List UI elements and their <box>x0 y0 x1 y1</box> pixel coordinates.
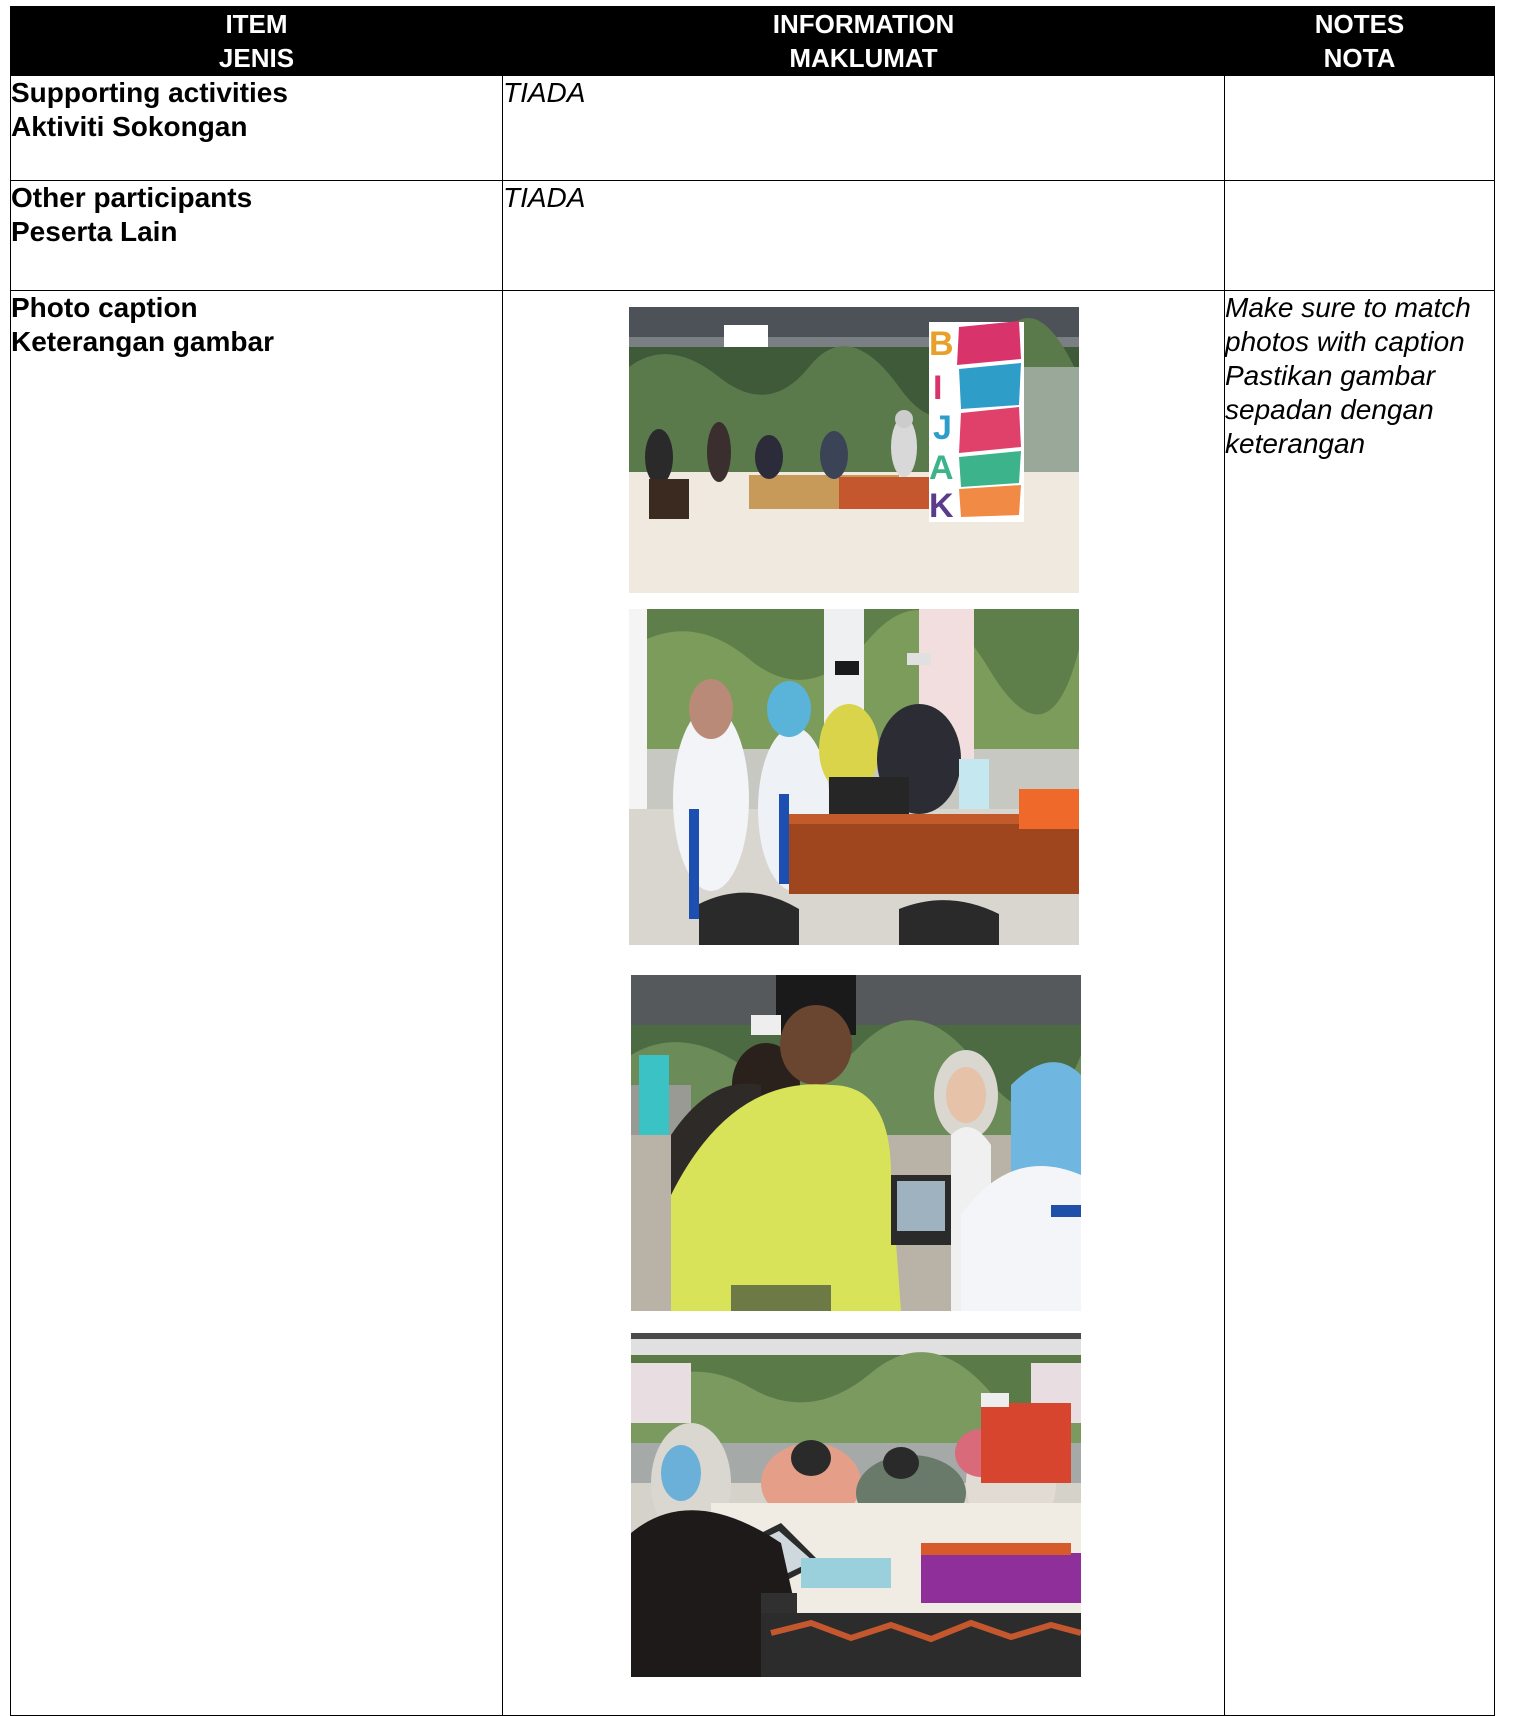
photo-officials-at-table <box>629 609 1079 945</box>
item-cell <box>11 291 503 1716</box>
photos-cell <box>503 291 1225 1716</box>
item-label-ms: Aktiviti Sokongan <box>11 111 248 142</box>
notes-cell <box>1225 76 1495 181</box>
item-label-ms: Peserta Lain <box>11 216 178 247</box>
header-notes-ms: NOTA <box>1323 43 1396 73</box>
banner-letter: I <box>933 369 943 407</box>
header-item <box>11 7 503 76</box>
notes-cell <box>1225 291 1495 1716</box>
info-value: TIADA <box>503 182 586 213</box>
header-row <box>11 7 1495 76</box>
info-cell <box>503 76 1225 181</box>
banner-letter: B <box>929 325 954 363</box>
banner-letter: A <box>929 449 954 487</box>
photo-laptop-consultation <box>631 975 1081 1311</box>
header-notes <box>1225 7 1495 76</box>
item-label-en: Supporting activities <box>11 77 288 108</box>
header-info-en: INFORMATION <box>772 9 955 39</box>
item-label-en: Photo caption <box>11 292 198 323</box>
report-table <box>10 6 1495 1716</box>
note-line: keterangan <box>1225 428 1366 459</box>
photo-group-at-table <box>631 1333 1081 1677</box>
info-cell <box>503 181 1225 291</box>
header-information <box>503 7 1225 76</box>
note-line: photos with caption <box>1225 326 1465 357</box>
item-label-en: Other participants <box>11 182 253 213</box>
item-cell <box>11 181 503 291</box>
banner-letter: J <box>933 409 952 447</box>
info-value: TIADA <box>503 77 586 108</box>
header-notes-en: NOTES <box>1314 9 1405 39</box>
item-cell <box>11 76 503 181</box>
banner-letter: K <box>929 487 954 525</box>
row-photo-caption <box>11 291 1495 1716</box>
note-line: sepadan dengan <box>1225 394 1434 425</box>
photo-gallery <box>503 291 1224 1715</box>
header-item-ms: JENIS <box>218 43 295 73</box>
note-line: Pastikan gambar <box>1225 360 1436 391</box>
header-info-ms: MAKLUMAT <box>789 43 938 73</box>
header-item-en: ITEM <box>225 9 288 39</box>
photo-registration-booth <box>629 307 1079 593</box>
note-line: Make sure to match <box>1225 292 1471 323</box>
row-other-participants <box>11 181 1495 291</box>
item-label-ms: Keterangan gambar <box>11 326 274 357</box>
row-supporting-activities <box>11 76 1495 181</box>
notes-cell <box>1225 181 1495 291</box>
